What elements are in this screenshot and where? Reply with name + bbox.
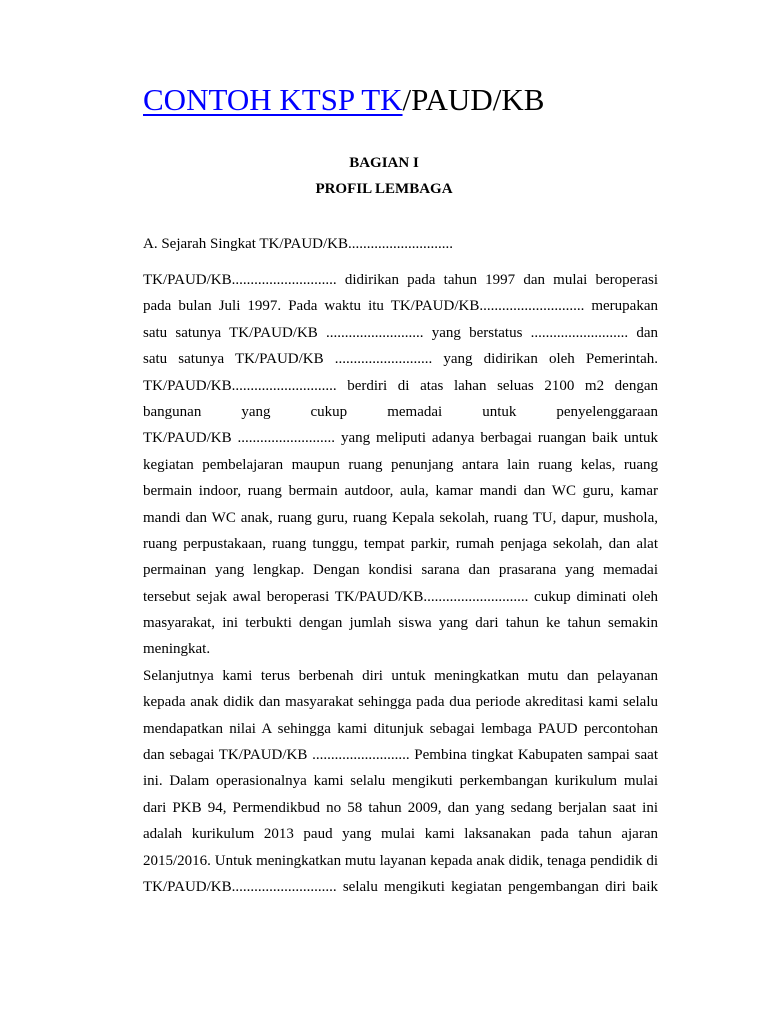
- body-line: satu satunya TK/PAUD/KB .......................... yang berstatus .......................... dan: [143, 324, 658, 341]
- body-line: mendapatkan nilai A sehingga kami ditunjuk sebagai lembaga PAUD percontohan: [143, 720, 658, 737]
- body-line: satu satunya TK/PAUD/KB .......................... yang didirikan oleh Pemerintah.: [143, 351, 658, 368]
- body-line: tersebut sejak awal beroperasi TK/PAUD/KB............................ cukup diminati oleh: [143, 588, 658, 605]
- body-line: dan sebagai TK/PAUD/KB .......................... Pembina tingkat Kabupaten sampai saat: [143, 747, 658, 764]
- body-line: kepada anak didik dan masyarakat sehingga pada dua periode akreditasi kami selalu: [143, 694, 658, 711]
- body-line: mandi dan WC anak, ruang guru, ruang Kepala sekolah, ruang TU, dapur, mushola,: [143, 509, 658, 526]
- subsection-title-history: A. Sejarah Singkat TK/PAUD/KB............................: [143, 236, 454, 252]
- body-line: masyarakat, ini terbukti dengan jumlah siswa yang dari tahun ke tahun semakin: [143, 615, 658, 632]
- body-line: pada bulan Juli 1997. Pada waktu itu TK/PAUD/KB............................ merupakan: [143, 298, 658, 315]
- body-line: 2015/2016. Untuk meningkatkan mutu layanan kepada anak didik, tenaga pendidik di: [143, 852, 658, 869]
- body-line: meningkat.: [143, 641, 211, 658]
- body-line: ini. Dalam operasionalnya kami selalu mengikuti perkembangan kurikulum mulai: [143, 773, 658, 790]
- body-line: bangunan yang cukup memadai untuk penyelenggaraan: [143, 403, 658, 420]
- title-link[interactable]: CONTOH KTSP TK: [143, 82, 403, 117]
- body-text: [143, 267, 658, 900]
- body-line: ruang perpustakaan, ruang tunggu, tempat parkir, rumah penjaga sekolah, dan alat: [143, 535, 658, 552]
- body-line: adalah kurikulum 2013 paud yang mulai kami laksanakan pada tahun ajaran: [143, 826, 658, 843]
- title-suffix: /PAUD/KB: [402, 82, 545, 117]
- body-line: TK/PAUD/KB............................ didirikan pada tahun 1997 dan mulai beroperasi: [143, 272, 658, 288]
- body-line: TK/PAUD/KB............................ selalu mengikuti kegiatan pengembangan diri baik: [143, 878, 658, 895]
- body-line: bermain indoor, ruang bermain autdoor, aula, kamar mandi dan WC guru, kamar: [143, 483, 658, 500]
- body-line: dari PKB 94, Permendikbud no 58 tahun 2009, dan yang sedang berjalan saat ini: [143, 799, 658, 816]
- section-heading-profile: PROFIL LEMBAGA: [315, 181, 453, 197]
- section-heading-part: BAGIAN I: [349, 155, 419, 171]
- document-title: [143, 80, 544, 120]
- body-line: TK/PAUD/KB............................ berdiri di atas lahan seluas 2100 m2 dengan: [143, 377, 658, 394]
- body-line: Selanjutnya kami terus berbenah diri untuk meningkatkan mutu dan pelayanan: [143, 667, 658, 684]
- body-line: permainan yang lengkap. Dengan kondisi sarana dan prasarana yang memadai: [143, 562, 658, 579]
- body-line: TK/PAUD/KB .......................... yang meliputi adanya berbagai ruangan baik untuk: [143, 430, 658, 447]
- body-line: kegiatan pembelajaran maupun ruang penunjang antara lain ruang kelas, ruang: [143, 456, 658, 473]
